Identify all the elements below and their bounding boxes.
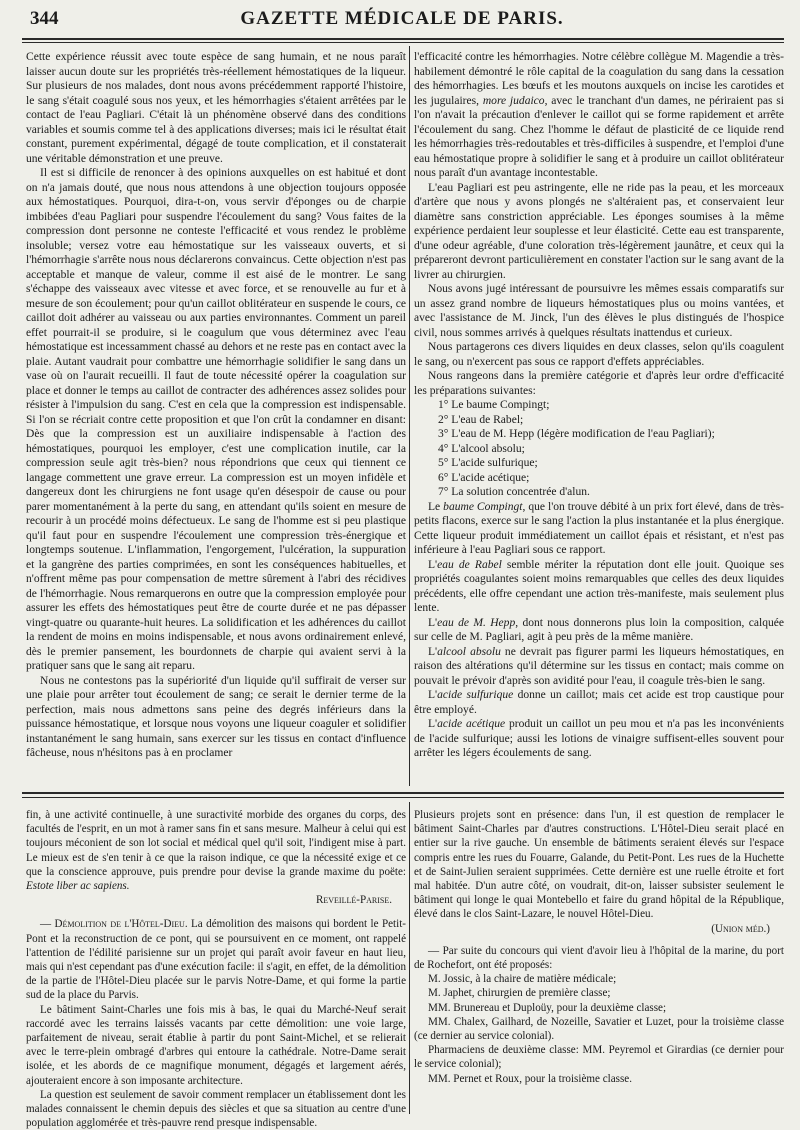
page-header — [22, 2, 782, 32]
list-item: 6° L'acide acétique; — [438, 471, 530, 484]
journal-title: GAZETTE MÉDICALE DE PARIS. — [240, 8, 564, 29]
signature: Reveillé-Parise. — [315, 894, 392, 907]
list-item: MM. Chalex, Gailhard, de Nozeille, Savatier et Luzet, pour la troisième classe (ce dernier au service colonial). — [414, 1015, 784, 1043]
paragraph: l'efficacité contre les hémorrhagies. Notre célèbre collègue M. Magendie a très-habilement démontré le rôle capital de la coagulation du sang dans la cessation des hémorrhagies. Les bœufs et les moutons auxquels on incise les carotides et les jugulaires, more judaico, avec le tranchant d'un dames, ne périraient pas si l'on n'avait la précaution d'enlever le caillot qui se forme rapidement et arrête l'écoulement du sang. Chez l'homme le défaut de plasticité de ce liquide rend les hémorrhagies très-redoutables et très-difficiles à suspendre, et l'emploi d'une eau hémostatique propre à solidifier le sang et à produire un caillot oblitérateur nous paraît d'un avantage incontestable. — [414, 51, 785, 179]
list-item: M. Jossic, à la chaire de matière médicale; — [428, 973, 617, 986]
paragraph: Le baume Compingt, que l'on trouve débité à un prix fort élevé, dans de très-petits flacons, exerce sur le sang l'action la plus instantanée et la plus énergique. Cette liqueur produit immédiatement un caillot épais et résistant, et n'est pas inférieure à l'eau Pagliari sous ce rapport. — [414, 500, 785, 556]
lower-right-column — [414, 808, 784, 1116]
paragraph: L'eau Pagliari est peu astringente, elle ne ride pas la peau, et les morceaux d'artère que nous y avons plongés ne s'altéraient pas, et conservaient leur diamètre sans constriction appréciable. Les éponges soumises à la même expérience perdaient leur souplesse et leur élasticité. Cette eau est transparente, d'une odeur agréable, d'une coloration très-légèrement jaunâtre, et ceux qui la prépareront devront particulièrement en constater l'action sur le sang avant de la livrer au chirurgien. — [414, 181, 784, 281]
upper-left-column — [26, 50, 406, 785]
section-rule-thick — [22, 792, 784, 794]
page-number: 344 — [30, 8, 59, 29]
list-item: 1° Le baume Compingt; — [438, 399, 550, 411]
paragraph: L'acide sulfurique donne un caillot; mais cet acide est trop caustique pour être employé. — [414, 689, 784, 716]
paragraph: Plusieurs projets sont en présence: dans l'un, il est question de remplacer le bâtiment Saint-Charles par d'autres constructions. L'Hôtel-Dieu serait placé en entier sur la rive gauche. Un ensemble de bâtiments seraient élevés sur l'espace compris entre les rues du Fouarre, Galande, du Petit-Pont. Les rues de la Huchette et de Saint-Julien seraient supprimées. Cette dernière est une ruelle étroite et fort mal habitée. D'un autre côté, on voudrait, dit-on, laisser subsister seulement le bâtiment qui longe le quai Montebello et faire du grand hôpital de la République, élevé dans le clos Saint-Lazare, le nouvel Hôtel-Dieu. — [414, 809, 784, 921]
header-rule-thick — [22, 38, 784, 40]
paragraph: L'eau de Rabel semble mériter la réputation dont elle jouit. Quoique ses propriétés coagulantes soient moins remarquables que celles des deux liquides précédents, elle offre cependant une action très-manifeste, mais seulement plus lente. — [414, 558, 785, 614]
list-item: MM. Brunereau et Duploüy, pour la deuxième classe; — [428, 1001, 667, 1014]
column-separator — [409, 46, 410, 786]
paragraph: — Par suite du concours qui vient d'avoir lieu à l'hôpital de la marine, du port de Rochefort, ont été proposés: — [414, 944, 784, 972]
paragraph: Il est si difficile de renoncer à des opinions auxquelles on est habitué et dont on n'a jamais douté, que nous nous attendons à une objection toujours opposée aux hémostatiques. Pourquoi, dira-t-on, vous servir d'éponges ou de charpie imbibées d'eau Pagliari pour suspendre l'écoulement du sang? Vous faites de la compression dont personne ne conteste l'efficacité et vous rendez le problème insoluble; versez votre eau hémostatique sur les vaisseaux ouverts, et si l'hémorrhagie s'arrête nous nous déclarerons convaincus. Cette objection n'est pas acceptable et manque de valeur, comme il est aisé de le montrer. Le sang s'échappe des vaisseaux avec vitesse et avec force, et se renouvelle au fur et à mesure de son écoulement; pour qu'un caillot oblitérateur en suspende le cours, ce caillot doit adhérer au vaisseau ou aux parties environnantes. Comment un pareil effet pourrait-il se produire, si le coagulum que vous déterminez avec l'eau hémostatique est incessamment chassé au dehors et ne reste pas en contact avec la plaie. Autant vaudrait pour combattre une hémorrhagie solidifier le sang dans un vase où on l'aurait recueilli. Il faut de toute nécessité opérer la coagulation sur place et donner le temps au caillot de contracter des adhérences assez solides pour résister à l'impulsion du sang. C'est en cela que la compression est indispensable. Si l'on se récriait contre cette proposition et que l'on crût la condamner en disant: Dès que la compression est un auxiliaire indispensable à l'action des hémostatiques, pourquoi les employer, c'est une complication inutile, car la compression seule agit très-bien? nous répondrions que ceux qui tiennent ce langage commettent une grave erreur. La compression est un moyen infidèle et dangereux dont les chirurgiens ne font usage qu'en désespoir de cause ou pour parer momentanément à la perte du sang, en attendant qu'ils soient en mesure de recourir à un procédé moins défectueux. Le sang de l'homme est si peu plastique qu'il faut pour en suspendre l'écoulement une compression très-énergique et longtemps soutenue. L'inflammation, l'engorgement, l'ulcération, la suppuration et la gangrène des parties comprimées, en sont les conséquences habituelles, et n'offrent même pas pour compensation de mettre sûrement à l'abri des récidives de l'hémorrhagie. Nous remarquerons en outre que la compression employée pour assurer les effets des hémostatiques peut être de courte durée et ne pas dépasser vingt-quatre ou quarante-huit heures. La solidification et les adhérences du caillot la rendent de moins en moins indispensable, et nous avons ordinairement enlevé, dès le premier pansement, les bourdonnets de charpie qui avaient servi à la pratiquer sans que le sang ait reparu. — [26, 167, 406, 672]
paragraph: Nous partagerons ces divers liquides en deux classes, selon qu'ils coagulent le sang, ou n'exercent pas sous ce rapport d'effets appréciables. — [414, 341, 784, 368]
paragraph: L'alcool absolu ne devrait pas figurer parmi les liqueurs hémostatiques, en raison des altérations qu'il détermine sur les tissus en contact; mais comme on pouvait le prévoir d'après son avidité pour l'eau, il coagule très-bien le sang. — [414, 645, 784, 687]
paragraph: La question est seulement de savoir comment remplacer un établissement dont les malades connaissent le chemin depuis des siècles et que sa situation au centre d'une population agglomérée et très-pauvre rend presque indispensable. — [26, 1088, 406, 1130]
paragraph: L'eau de M. Hepp, dont nous donnerons plus loin la composition, calquée sur celle de M. Pagliari, agit à peu près de la même manière. — [414, 616, 784, 643]
list-item: 5° L'acide sulfurique; — [438, 457, 538, 469]
list-item: 7° La solution concentrée d'alun. — [438, 486, 590, 498]
list-item: M. Japhet, chirurgien de première classe; — [428, 987, 611, 1000]
header-rule-thin — [22, 42, 784, 43]
paragraph: Nous rangeons dans la première catégorie et d'après leur ordre d'efficacité les préparations suivantes: — [414, 370, 784, 397]
paragraph: L'acide acétique produit un caillot un peu mou et n'a pas les inconvénients de l'acide sulfurique; aussi les lotions de vinaigre suffisent-elles souvent pour arrêter les légers écoulements de sang. — [414, 718, 784, 759]
list-item: Pharmaciens de deuxième classe: MM. Peyremol et Girardias (ce dernier pour le service colonial); — [414, 1044, 784, 1071]
list-item: MM. Pernet et Roux, pour la troisième classe. — [428, 1072, 632, 1085]
column-separator — [409, 802, 410, 1114]
list-item: 2° L'eau de Rabel; — [438, 413, 524, 426]
paragraph: fin, à une activité continuelle, à une suractivité morbide des organes du corps, des facultés de l'esprit, en un mot à ramer sans fin et sans mesure. Malheur à celui qui est toujours méconient de son lot social et médical quel qu'il soit, l'indigent mise à part. Le mieux est de s'en tenir à ce que la raison indique, ce que la nécessité exige et ce que la conscience approuve, puis prendre pour devise la grande maxime du poëte: Estote liber ac sapiens. — [26, 809, 406, 893]
article-heading: — Démolition de l'Hôtel-Dieu. — [40, 918, 188, 931]
list-item: 4° L'alcool absolu; — [438, 442, 525, 455]
source-credit: (Union méd.) — [711, 922, 770, 935]
upper-right-column — [414, 50, 784, 785]
paragraph: Le bâtiment Saint-Charles une fois mis à bas, le quai du Marché-Neuf serait raccordé avec les terrains laissés vacants par cette démolition: une voie large, parfaitement de niveau, serait établie à partir du pont Saint-Michel, et se relierait avec le terre-plein ombragé d'arbres qui entoure la cathédrale. Notre-Dame serait isolée, et les abords de ce magnifique monument, dégagés et largement aérés, ajouteraient encore à son imposante architecture. — [26, 1003, 406, 1087]
lower-left-column — [26, 808, 406, 1130]
section-rule-thin — [22, 797, 784, 798]
paragraph: — Démolition de l'Hôtel-Dieu. La démolition des maisons qui bordent le Petit-Pont et la reconstruction de ce pont, qui se poursuivent en ce moment, ont rappelé l'attention de l'édilité parisienne sur un projet qui paraît avoir faveur en haut lieu, mais qui n'est cependant pas d'une exécution facile: il s'agit, en effet, de la démolition de la partie de l'Hôtel-Dieu placée sur le parvis Notre-Dame, et qui forme la partie sud de la place du Parvis. — [26, 918, 406, 1002]
paragraph: Nous avons jugé intéressant de poursuivre les mêmes essais comparatifs sur un assez grand nombre de liqueurs hémostatiques plus ou moins vantées, et avec l'assistance de M. Jinck, l'un des élèves le plus distingués de l'hospice civil, nous sommes arrivés à quelques résultats inattendus et curieux. — [414, 283, 784, 339]
list-item: 3° L'eau de M. Hepp (légère modification de l'eau Pagliari); — [438, 428, 715, 440]
paragraph: Cette expérience réussit avec toute espèce de sang humain, et ne nous paraît laisser aucun doute sur les propriétés très-réellement hémostatiques de la liqueur. Sur plusieurs de nos malades, dont nous avons précédemment rapporté l'histoire, le sang s'était coagulé sous nos yeux, et les hémorrhagies s'étaient arrêtées par le contact de l'eau Pagliari. C'était là un phénomène observé dans des conditions variables et soumis comme tel à des applications diverses; mais ici le résultat était constant, purement expérimental, dégagé de toute complication, et il constaterait une véritable démonstration et une preuve. — [26, 51, 406, 165]
paragraph: Nous ne contestons pas la supériorité d'un liquide qu'il suffirait de verser sur une plaie pour arrêter tout écoulement de sang; ce serait le dernier terme de la perfection, mais nous admettons sans peine des degrés inférieurs dans la puissance hémostatique, et lorsque nous voyons une liqueur coaguler et solidifier instantanément le sang humain, sans exercer sur les tissus en contact d'influence fâcheuse, nous n'hésitons pas à en proclamer — [26, 674, 406, 759]
